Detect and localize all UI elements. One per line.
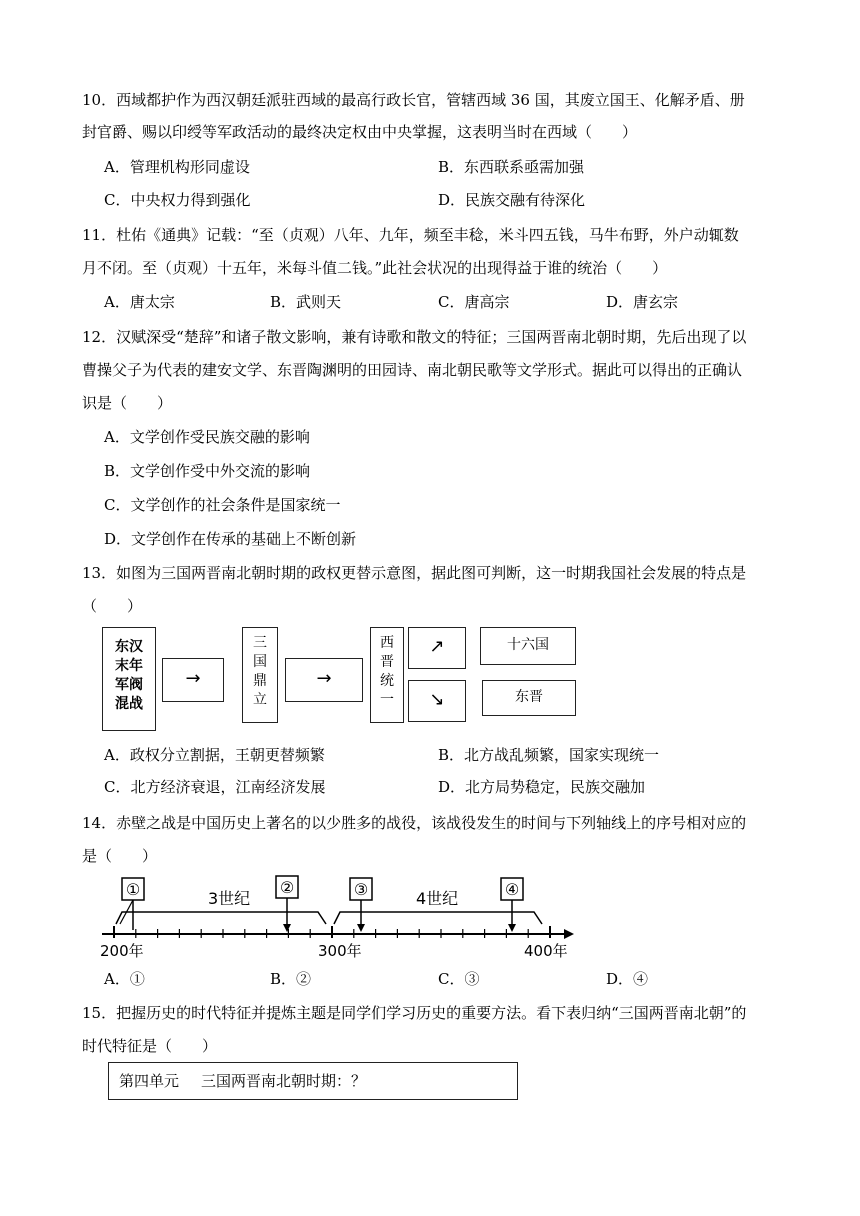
century-label-4: 4世纪 (416, 889, 459, 908)
marker-3-label: ③ (353, 880, 369, 899)
q10-stem-line2: 封官爵、赐以印绶等军政活动的最终决定权由中央掌握，这表明当时在西域（ ） (82, 123, 638, 141)
year-label-200: 200年 (100, 942, 144, 960)
box-western-jin (370, 627, 404, 723)
marker-4-label: ④ (504, 880, 520, 899)
q15-stem-line2: 时代特征是（ ） (82, 1037, 218, 1055)
q12-option-b[interactable]: B．文学创作受中外交流的影响 (104, 462, 311, 480)
q10-option-a[interactable]: A．管理机构形同虚设 (104, 158, 250, 176)
arrow-box-down (408, 680, 466, 722)
q11-stem-line1: 11．杜佑《通典》记载：“至（贞观）八年、九年，频至丰稔，米斗四五钱，马牛布野，外户动辄数 (82, 226, 739, 244)
q12-option-c[interactable]: C．文学创作的社会条件是国家统一 (104, 496, 341, 514)
q11-stem-line2: 月不闭。至（贞观）十五年，米每斗值二钱。”此社会状况的出现得益于谁的统治（ ） (82, 259, 668, 277)
axis-arrow-icon (564, 929, 574, 939)
q12-option-a[interactable]: A．文学创作受民族交融的影响 (104, 428, 310, 446)
q14-option-a[interactable]: A．① (104, 970, 145, 988)
century-label-3: 3世纪 (208, 889, 251, 908)
arrow-box-1 (162, 658, 224, 702)
q12-stem-line1: 12．汉赋深受“楚辞”和诸子散文影响，兼有诗歌和散文的特征；三国两晋南北朝时期，先后出现了以 (82, 328, 747, 346)
marker-2 (276, 876, 298, 932)
arrow-box-up (408, 627, 466, 669)
q14-stem-line2: 是（ ） (82, 847, 158, 865)
year-label-300: 300年 (318, 942, 362, 960)
q10-option-b[interactable]: B．东西联系亟需加强 (438, 158, 585, 176)
q13-option-d[interactable]: D．北方局势稳定，民族交融加 (438, 778, 646, 796)
box2-line: 鼎 (253, 673, 267, 689)
box-eastern-jin: 东晋 (482, 680, 576, 716)
down-right-arrow-icon: ↘ (429, 689, 445, 710)
tick-marks (114, 926, 550, 938)
q11-option-c[interactable]: C．唐高宗 (438, 293, 510, 311)
q10-stem-line1: 10．西域都护作为西汉朝廷派驻西域的最高行政长官，管辖西域 36 国，其废立国王、化解矛盾、册 (82, 91, 745, 109)
marker-4 (501, 878, 523, 932)
q12-stem-line3: 识是（ ） (82, 394, 173, 412)
right-arrow-icon: → (316, 668, 332, 689)
box2-line: 立 (253, 692, 267, 708)
q11-option-a[interactable]: A．唐太宗 (104, 293, 175, 311)
box3-line: 一 (380, 692, 394, 708)
marker-1-label: ① (125, 880, 141, 899)
table-unit-label: 第四单元 (119, 1072, 180, 1090)
box2-line: 国 (253, 654, 267, 670)
q14-option-d[interactable]: D．④ (606, 970, 649, 988)
marker-2-label: ② (279, 878, 295, 897)
up-right-arrow-icon: ↗ (429, 636, 445, 657)
q13-option-a[interactable]: A．政权分立割据，王朝更替频繁 (104, 746, 325, 764)
q13-stem-line1: 13．如图为三国两晋南北朝时期的政权更替示意图，据此图可判断，这一时期我国社会发展的特点是 (82, 564, 747, 582)
right-arrow-icon: → (185, 668, 201, 689)
marker-3 (350, 878, 372, 932)
table-theme-text: 三国两晋南北朝时期：？ (201, 1072, 367, 1090)
q13-option-b[interactable]: B．北方战乱频繁，国家实现统一 (438, 746, 660, 764)
q14-stem-line1: 14．赤壁之战是中国历史上著名的以少胜多的战役，该战役发生的时间与下列轴线上的序号相对应的 (82, 814, 747, 832)
q12-stem-line2: 曹操父子为代表的建安文学、东晋陶渊明的田园诗、南北朝民歌等文学形式。据此可以得出的正确认 (82, 361, 743, 379)
arrow-box-2 (285, 658, 363, 702)
q11-option-d[interactable]: D．唐玄宗 (606, 293, 679, 311)
box1-line: 末年 (115, 658, 143, 674)
q11-option-b[interactable]: B．武则天 (270, 293, 342, 311)
box-sixteen-kingdoms: 十六国 (480, 627, 576, 665)
q10-option-c[interactable]: C．中央权力得到强化 (104, 191, 251, 209)
q12-option-d[interactable]: D．文学创作在传承的基础上不断创新 (104, 530, 357, 548)
q15-stem-line1: 15．把握历史的时代特征并提炼主题是同学们学习历史的重要方法。看下表归纳“三国两晋南北朝”的 (82, 1004, 747, 1022)
q13-option-c[interactable]: C．北方经济衰退，江南经济发展 (104, 778, 326, 796)
q13-stem-line2: （ ） (82, 597, 143, 615)
box3-line: 西 (380, 635, 394, 651)
century-bracket-4 (334, 912, 542, 924)
timeline-axis (98, 872, 578, 962)
century-bracket-3 (116, 912, 326, 924)
marker-1 (120, 878, 144, 930)
box3-line: 晋 (380, 654, 394, 670)
box-three-kingdoms (242, 627, 278, 723)
box-eastern-han (102, 627, 156, 731)
box2-line: 三 (253, 635, 267, 651)
unit-theme-table (108, 1062, 518, 1100)
q14-option-b[interactable]: B．② (270, 970, 312, 988)
box1-line: 东汉 (115, 639, 143, 655)
box1-line: 军阀 (115, 677, 143, 693)
q10-option-d[interactable]: D．民族交融有待深化 (438, 191, 586, 209)
q14-option-c[interactable]: C．③ (438, 970, 480, 988)
year-label-400: 400年 (524, 942, 568, 960)
box3-line: 统 (380, 673, 394, 689)
box1-line: 混战 (115, 696, 143, 712)
